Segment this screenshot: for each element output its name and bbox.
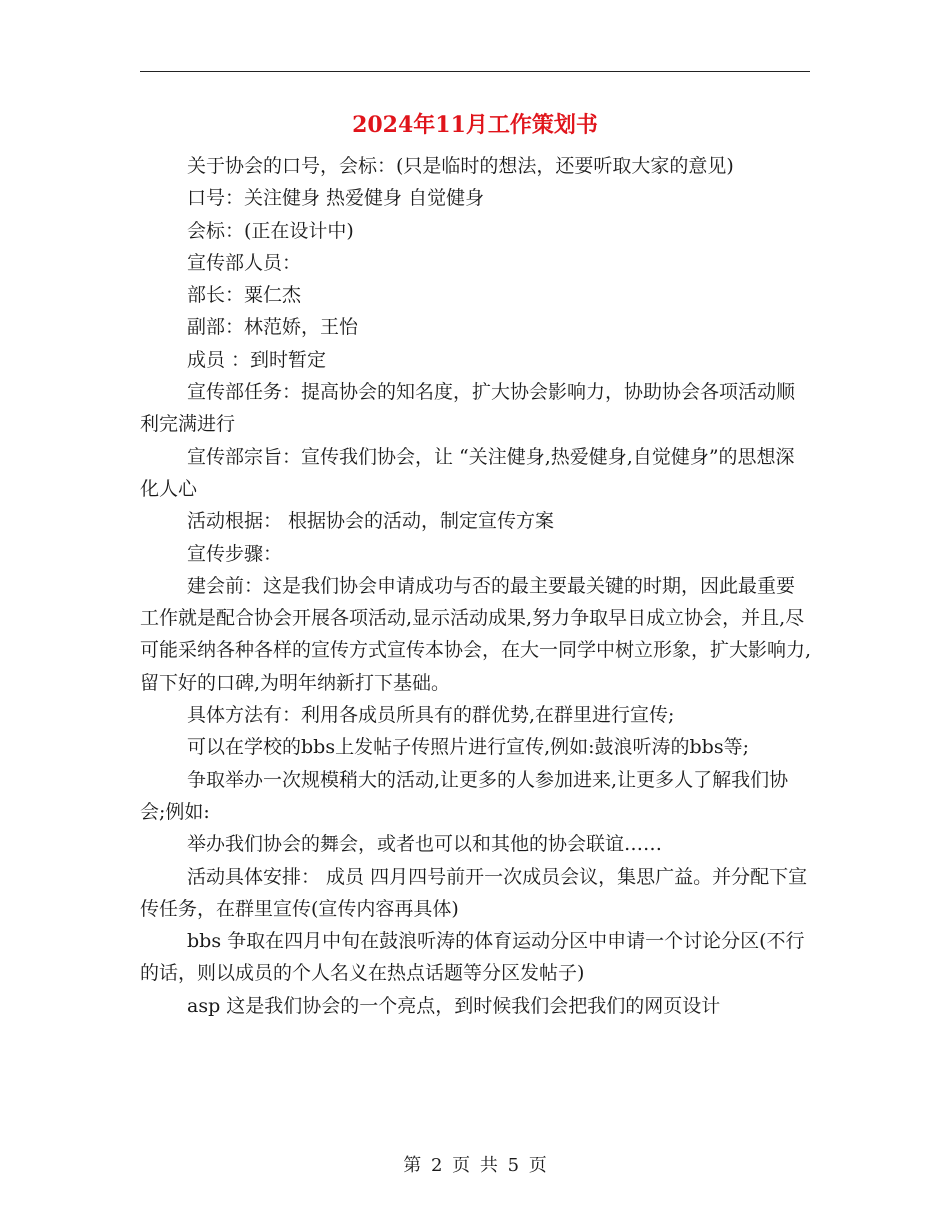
paragraph-members: 成员 ：到时暂定 bbox=[187, 348, 327, 371]
paragraph-bbs-posting: 可以在学校的bbs上发帖子传照片进行宣传,例如:鼓浪听涛的bbs等; bbox=[187, 736, 749, 759]
paragraph-staff-heading: 宣传部人员： bbox=[187, 251, 302, 274]
paragraph-purpose: 宣传部宗旨：宣传我们协会，让 “关注健身,热爱健身,自觉健身”的思想深化人心 bbox=[140, 445, 795, 500]
paragraph-schedule-asp: asp 这是我们协会的一个亮点，到时候我们会把我们的网页设计 bbox=[187, 994, 721, 1017]
document-body bbox=[140, 150, 812, 1022]
paragraph-motto-intro: 关于协会的口号，会标：(只是临时的想法，还要听取大家的意见) bbox=[187, 155, 734, 177]
paragraph-large-event: 争取举办一次规模稍大的活动,让更多的人参加进来,让更多人了解我们协会;例如: bbox=[140, 768, 789, 823]
paragraph-methods: 具体方法有：利用各成员所具有的群优势,在群里进行宣传; bbox=[187, 704, 675, 727]
paragraph-steps-heading: 宣传步骤： bbox=[187, 542, 283, 565]
paragraph-pre-founding: 建会前：这是我们协会申请成功与否的最主要最关键的时期，因此最重要工作就是配合协会开展各项活动,显示活动成果,努力争取早日成立协会，并且,尽可能采纳各种各样的宣传方式宣传本协会，在大一同学中树立形象，扩大影响力,留下好的口碑,为明年纳新打下基础。 bbox=[140, 574, 812, 694]
paragraph-tasks: 宣传部任务：提高协会的知名度，扩大协会影响力，协助协会各项活动顺利完满进行 bbox=[140, 381, 796, 436]
paragraph-basis: 活动根据： 根据协会的活动，制定宣传方案 bbox=[187, 510, 555, 533]
paragraph-dance-party: 举办我们协会的舞会，或者也可以和其他的协会联谊…… bbox=[187, 833, 663, 856]
paragraph-slogan: 口号：关注健身 热爱健身 自觉健身 bbox=[187, 187, 485, 210]
paragraph-emblem: 会标：(正在设计中) bbox=[187, 219, 354, 242]
page-number: 第 2 页 共 5 页 bbox=[403, 1155, 547, 1176]
paragraph-minister: 部长：粟仁杰 bbox=[187, 284, 302, 307]
paragraph-schedule-members: 活动具体安排： 成员 四月四号前开一次成员会议，集思广益。并分配下宣传任务，在群里宣传(宣传内容再具体) bbox=[140, 865, 808, 920]
paragraph-schedule-bbs: bbs 争取在四月中旬在鼓浪听涛的体育运动分区中申请一个讨论分区(不行的话，则以成员的个人名义在热点话题等分区发帖子) bbox=[140, 930, 805, 985]
paragraph-vice-minister: 副部：林范娇，王怡 bbox=[187, 316, 359, 339]
header-rule bbox=[140, 71, 810, 72]
document-title: 2024年11月工作策划书 bbox=[352, 112, 598, 138]
